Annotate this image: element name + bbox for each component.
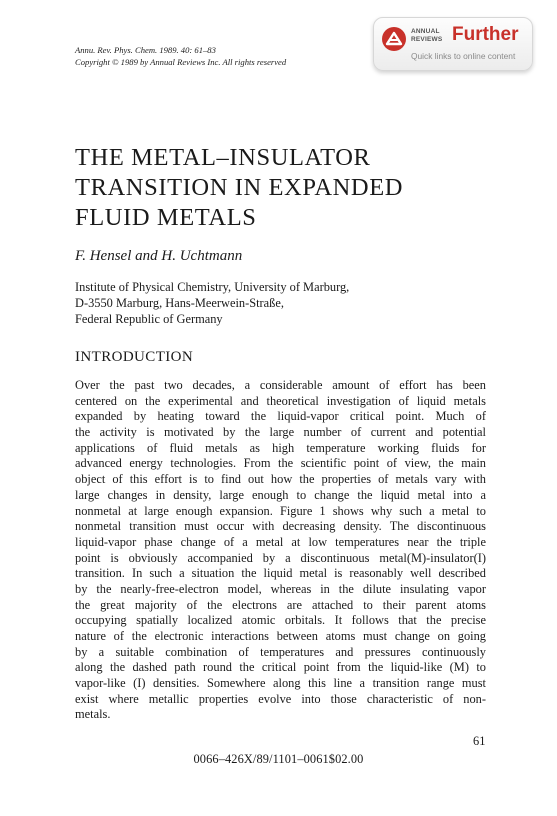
body-line: the activity is motivated by the large number of current and potential xyxy=(75,425,486,440)
body-line: nonmetal at large enough expansion. Figure 1 shows why such a metal to xyxy=(75,503,486,518)
body-line: metals. xyxy=(75,707,111,722)
body-line: Over the past two decades, a considerable amount of effort has been xyxy=(75,378,486,392)
title-line: FLUID METALS xyxy=(75,204,257,231)
body-paragraph xyxy=(75,378,486,723)
body-line: advanced energy technologies. From the scientific point of view, the main xyxy=(75,456,486,471)
title-line: THE METAL–INSULATOR xyxy=(75,144,371,171)
badge-brand-label xyxy=(411,28,442,43)
body-line: vapor-like (I) densities. Somewhere along this line a transition range must xyxy=(75,676,486,691)
badge-brand-line-1: ANNUAL xyxy=(411,28,440,35)
annual-reviews-logo-icon xyxy=(382,27,406,51)
body-line: centered on the experimental and theoretical investigation of liquid metals xyxy=(75,393,486,408)
citation-line-2: Copyright © 1989 by Annual Reviews Inc. All rights reserved xyxy=(75,57,287,67)
affiliation-line: Federal Republic of Germany xyxy=(75,312,223,327)
body-line: nonmetal transition must occur with decreasing density. The discontinuous xyxy=(75,519,486,534)
article-authors: F. Hensel and H. Uchtmann xyxy=(75,248,243,264)
author-affiliation xyxy=(75,279,455,328)
body-line: the great majority of the electrons are attached to their parent atoms xyxy=(75,597,486,612)
body-line: transition. In such a situation the liquid metal is reasonably well described xyxy=(75,566,486,581)
affiliation-line: Institute of Physical Chemistry, University of Marburg, xyxy=(75,280,350,294)
article-code: 0066–426X/89/1101–0061$02.00 xyxy=(193,752,364,766)
body-line: by a suitable combination of temperatures and pressures continuously xyxy=(75,644,486,659)
affiliation-line: D-3550 Marburg, Hans-Meerwein-Straße, xyxy=(75,296,284,311)
badge-tagline: Quick links to online content xyxy=(411,51,516,61)
title-line: TRANSITION IN EXPANDED xyxy=(75,174,404,201)
body-line: object of this effort is to find out how the properties of metals vary with xyxy=(75,472,486,487)
body-line: applications of fluid metals as high temperature working fluids for xyxy=(75,440,486,455)
body-line: by the nearly-free-electron model, whereas in the dilute insulating vapor xyxy=(75,581,486,596)
badge-further-label: Further xyxy=(452,24,519,45)
body-line: exist where metallic properties evolve into those characteristic of non- xyxy=(75,691,486,706)
citation-line-1: Annu. Rev. Phys. Chem. 1989. 40: 61–83 xyxy=(75,45,216,55)
section-heading: INTRODUCTION xyxy=(75,349,194,365)
body-line: large changes in density, large enough to change the liquid metal into a xyxy=(75,487,486,502)
body-line: nature of the electronic interactions between atoms must change on going xyxy=(75,629,486,643)
journal-citation xyxy=(75,44,375,68)
body-line: expanded by heating toward the liquid-vapor critical point. Much of xyxy=(75,409,486,424)
body-line: liquid-vapor phase change of a metal at low temperatures near the triple xyxy=(75,534,486,549)
body-line: point is obviously accompanied by a discontinuous metal(M)-insulator(I) xyxy=(75,550,486,565)
badge-brand-line-2: REVIEWS xyxy=(411,35,443,43)
page-number: 61 xyxy=(473,734,486,748)
article-title xyxy=(75,143,475,233)
further-links-badge[interactable] xyxy=(373,17,533,71)
body-line: along the dashed path round the critical point from the liquid-like (M) to xyxy=(75,660,486,675)
body-line: occupying spatially localized atomic orbitals. It follows that the precise xyxy=(75,613,486,628)
